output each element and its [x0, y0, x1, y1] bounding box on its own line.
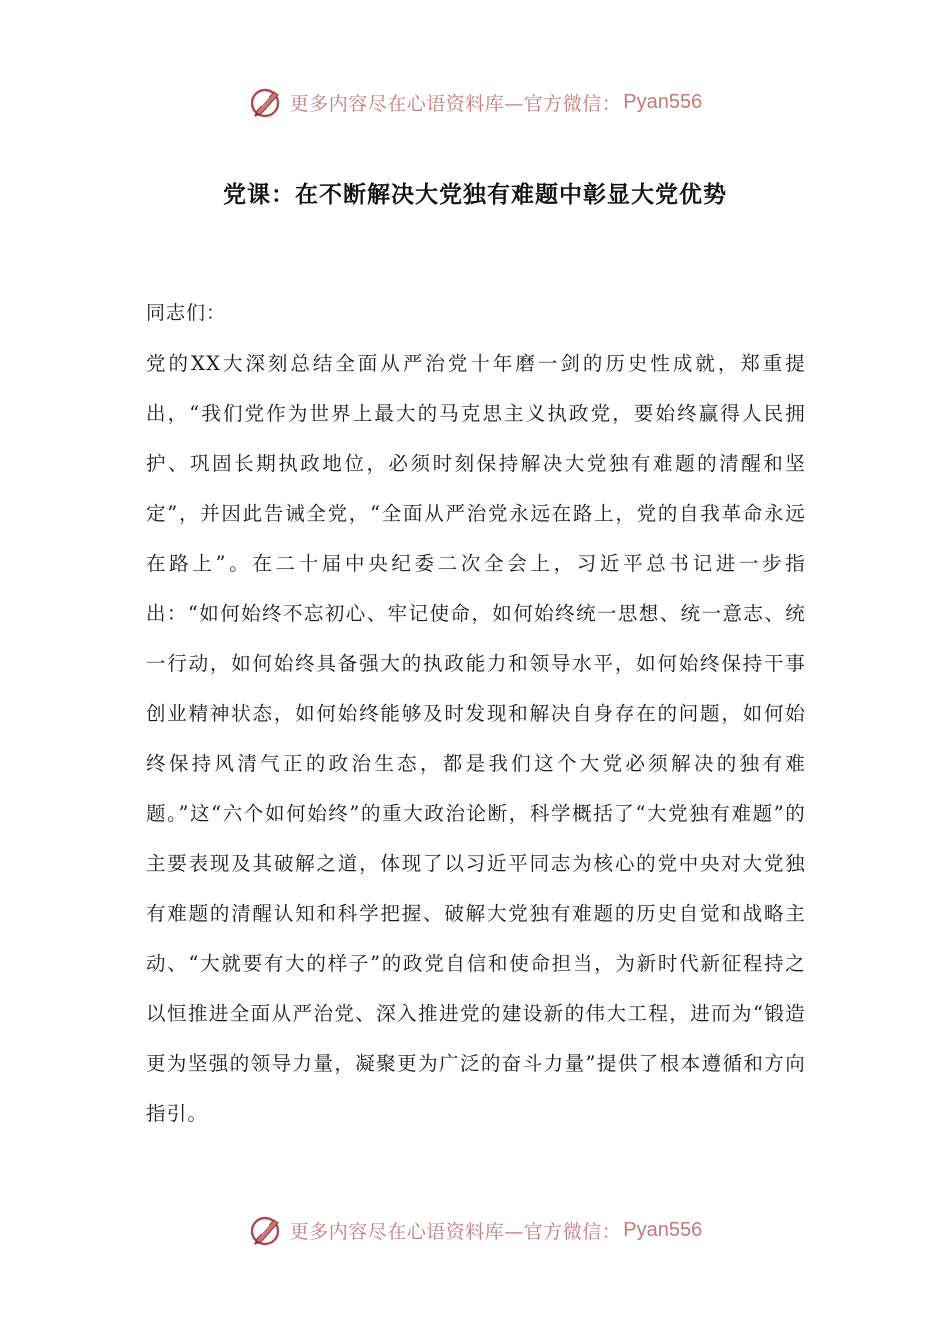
watermark-handle: Pyan556 — [623, 1218, 703, 1241]
document-title: 党课：在不断解决大党独有难题中彰显大党优势 — [223, 182, 727, 208]
watermark-banner-top — [0, 80, 950, 124]
body-paragraph: 党的XX大深刻总结全面从严治党十年磨一剑的历史性成就，郑重提出，“我们党作为世界上最大的马克思主义执政党，要始终赢得人民拥护、巩固长期执政地位，必须时刻保持解决大党独有难题的清醒和坚定”，并因此告诫全党，“全面从严治党永远在路上，党的自我革命永远在路上”。在二十届中央纪委二次全会上，习近平总书记进一步指出：“如何始终不忘初心、牢记使命，如何始终统一思想、统一意志、统一行动，如何始终具备强大的执政能力和领导水平，如何始终保持干事创业精神状态，如何始终能够及时发现和解决自身存在的问题，如何始终保持风清气正的政治生态，都是我们这个大党必须解决的独有难题。”这“六个如何始终”的重大政治论断，科学概括了“大党独有难题”的主要表现及其破解之道，体现了以习近平同志为核心的党中央对大党独有难题的清醒认知和科学把握、破解大党独有难题的历史自觉和战略主动、“大就要有大的样子”的政党自信和使命担当，为新时代新征程持之以恒推进全面从严治党、深入推进党的建设新的伟大工程，进而为“锻造更为坚强的领导力量，凝聚更为广泛的奋斗力量”提供了根本遵循和方向指引。 — [146, 352, 806, 1125]
pen-logo-icon — [248, 84, 284, 120]
pen-logo-icon — [248, 1212, 284, 1248]
watermark-text: 更多内容尽在心语资料库—官方微信： — [289, 92, 622, 115]
watermark-text: 更多内容尽在心语资料库—官方微信： — [289, 1220, 622, 1243]
watermark-handle: Pyan556 — [623, 90, 703, 113]
watermark-banner-bottom — [0, 1208, 950, 1252]
salutation: 同志们： — [146, 302, 227, 324]
